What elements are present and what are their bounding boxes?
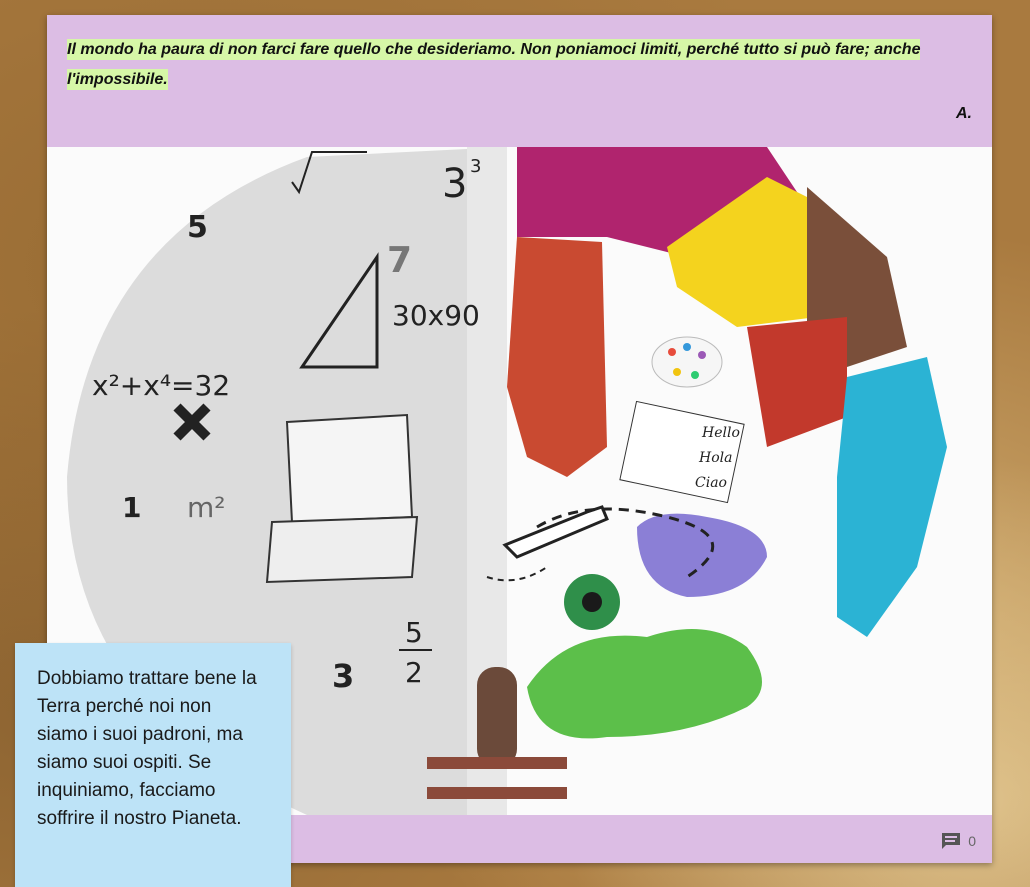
math-multiplication: 30x90 — [392, 299, 480, 332]
math-cube: 3 — [442, 161, 468, 207]
comment-icon — [940, 831, 962, 851]
math-fraction-numerator: 5 — [405, 616, 423, 649]
math-five: 5 — [187, 210, 208, 245]
math-seven: 7 — [387, 240, 413, 281]
note-text: Dobbiamo trattare bene la Terra perché noi non siamo i suoi padroni, ma siamo suoi ospiti. Se inquiniamo, facciamo soffrire il nostro Pianeta. — [37, 668, 257, 829]
quote-text: Il mondo ha paura di non farci fare quello che desideriamo. Non poniamoci limiti, perché tutto si può fare; anche l'impossibile. — [67, 41, 921, 88]
quote-author: A. — [956, 105, 972, 122]
math-cube-exponent: 3 — [470, 156, 482, 177]
math-fraction-denominator: 2 — [405, 656, 423, 689]
comment-count: 0 — [968, 833, 976, 849]
math-three: 3 — [332, 657, 355, 695]
math-one: 1 — [122, 491, 142, 524]
math-equation: x²+x⁴=32 — [92, 369, 231, 402]
note-card[interactable] — [15, 643, 291, 887]
math-square-meters: m² — [187, 491, 226, 524]
comment-button[interactable] — [940, 831, 976, 851]
post-caption — [67, 35, 972, 95]
paper-word: Hello — [702, 425, 740, 441]
paper-word: Ciao — [695, 475, 727, 491]
paper-word: Hola — [699, 450, 733, 466]
